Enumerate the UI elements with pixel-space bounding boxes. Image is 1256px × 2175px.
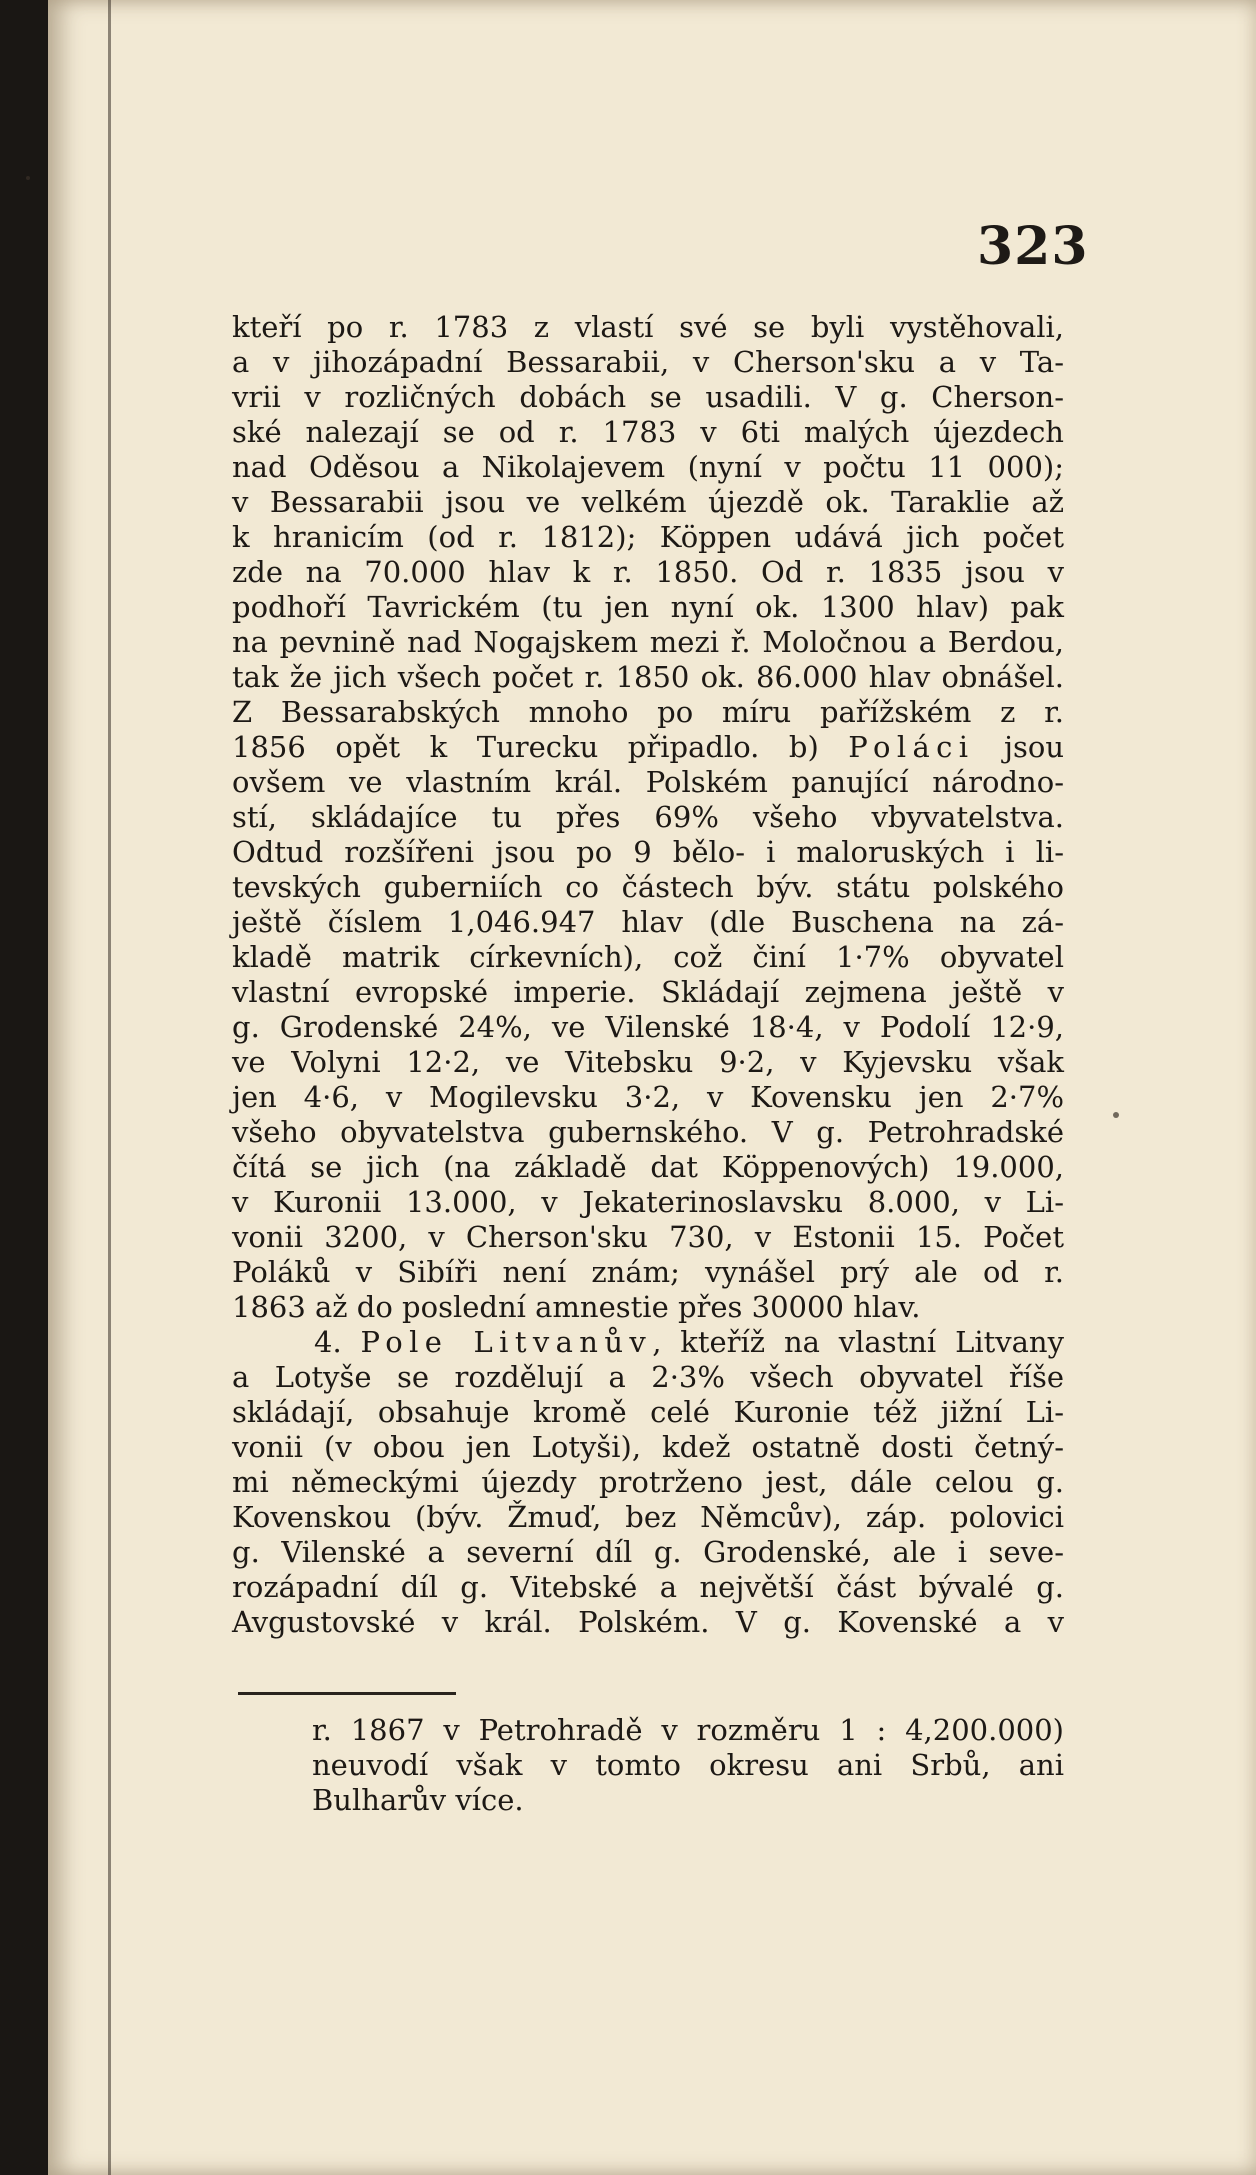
text-line: stí, skládajíce tu přes 69% všeho vbyvatelstva. bbox=[232, 800, 1064, 834]
text-line: zde na 70.000 hlav k r. 1850. Od r. 1835 jsou v bbox=[232, 555, 1064, 589]
text-line: kteří po r. 1783 z vlastí své se byli vystěhovali, bbox=[232, 310, 1064, 344]
text-line: Avgustovské v král. Polském. V g. Kovenské a v bbox=[232, 1605, 1064, 1639]
text-segment: 4. bbox=[314, 1325, 361, 1359]
binding-gutter bbox=[108, 0, 111, 2175]
text-line bbox=[232, 1325, 1064, 1360]
text-segment: 1856 opět k Turecku připadlo. b) bbox=[232, 730, 849, 764]
text-line: vonii (v obou jen Lotyši), kdež ostatně dosti četný- bbox=[232, 1430, 1064, 1464]
text-line: čítá se jich (na základě dat Köppenových) 19.000, bbox=[232, 1150, 1064, 1184]
text-line: ve Volyni 12·2, ve Vitebsku 9·2, v Kyjevsku však bbox=[232, 1045, 1064, 1079]
paper-speck bbox=[26, 176, 30, 180]
text-line: skládají, obsahuje kromě celé Kuronie též jižní Li- bbox=[232, 1395, 1064, 1429]
text-line: vlastní evropské imperie. Skládají zejmena ještě v bbox=[232, 975, 1064, 1009]
text-line: a Lotyše se rozdělují a 2·3% všech obyvatel říše bbox=[232, 1360, 1064, 1394]
text-line: ještě číslem 1,046.947 hlav (dle Buschena na zá- bbox=[232, 905, 1064, 939]
text-line: a v jihozápadní Bessarabii, v Cherson'sku a v Ta- bbox=[232, 345, 1064, 379]
spaced-emphasis: Pole Litvanův bbox=[360, 1325, 653, 1359]
text-line: Poláků v Sibíři není znám; vynášel prý ale od r. bbox=[232, 1255, 1064, 1289]
text-segment: jsou bbox=[974, 730, 1064, 764]
text-line: Kovenskou (býv. Žmuď, bez Němcův), záp. polovici bbox=[232, 1500, 1064, 1534]
text-line: Z Bessarabských mnoho po míru pařížském z r. bbox=[232, 695, 1064, 729]
text-line: neuvodí však v tomto okresu ani Srbů, ani bbox=[312, 1748, 1064, 1782]
text-line: všeho obyvatelstva gubernského. V g. Petrohradské bbox=[232, 1115, 1064, 1149]
text-line: na pevnině nad Nogajskem mezi ř. Moločnou a Berdou, bbox=[232, 625, 1064, 659]
text-line: tak že jich všech počet r. 1850 ok. 86.000 hlav obnášel. bbox=[232, 660, 1064, 694]
book-page bbox=[48, 0, 1256, 2175]
text-line: tevských guberniích co částech býv. státu polského bbox=[232, 870, 1064, 904]
text-line: vonii 3200, v Cherson'sku 730, v Estonii 15. Počet bbox=[232, 1220, 1064, 1254]
text-line: mi německými újezdy protrženo jest, dále celou g. bbox=[232, 1465, 1064, 1499]
footnote-rule bbox=[238, 1692, 456, 1695]
text-line: g. Grodenské 24%, ve Vilenské 18·4, v Podolí 12·9, bbox=[232, 1010, 1064, 1044]
text-line: ovšem ve vlastním král. Polském panující národno- bbox=[232, 765, 1064, 799]
paper-speck bbox=[1113, 1112, 1119, 1118]
text-line: 1863 až do poslední amnestie přes 30000 hlav. bbox=[232, 1290, 921, 1324]
text-segment: , kteříž na vlastní Litvany bbox=[652, 1325, 1064, 1359]
text-line: jen 4·6, v Mogilevsku 3·2, v Kovensku jen 2·7% bbox=[232, 1080, 1064, 1114]
text-line: k hranicím (od r. 1812); Köppen udává jich počet bbox=[232, 520, 1064, 554]
text-line: v Bessarabii jsou ve velkém újezdě ok. Taraklie až bbox=[232, 485, 1064, 519]
text-line: rozápadní díl g. Vitebské a největší část bývalé g. bbox=[232, 1570, 1064, 1604]
footnote bbox=[312, 1712, 1064, 1817]
spaced-emphasis: Poláci bbox=[848, 730, 975, 764]
text-line: ské nalezají se od r. 1783 v 6ti malých újezdech bbox=[232, 415, 1064, 449]
text-line: vrii v rozličných dobách se usadili. V g. Cherson- bbox=[232, 380, 1064, 414]
text-line: r. 1867 v Petrohradě v rozměru 1 : 4,200.000) bbox=[312, 1713, 1064, 1747]
text-line: nad Oděsou a Nikolajevem (nyní v počtu 11 000); bbox=[232, 450, 1064, 484]
page-number: 323 bbox=[977, 216, 1089, 277]
text-line bbox=[232, 730, 1064, 765]
text-line: podhoří Tavrickém (tu jen nyní ok. 1300 hlav) pak bbox=[232, 590, 1064, 624]
text-line: Bulharův více. bbox=[312, 1783, 524, 1817]
text-line: Odtud rozšířeni jsou po 9 bělo- i maloruských i li- bbox=[232, 835, 1064, 869]
text-line: kladě matrik církevních), což činí 1·7% obyvatel bbox=[232, 940, 1064, 974]
body-text bbox=[232, 310, 1064, 1640]
text-line: v Kuronii 13.000, v Jekaterinoslavsku 8.000, v Li- bbox=[232, 1185, 1064, 1219]
text-line: g. Vilenské a severní díl g. Grodenské, ale i seve- bbox=[232, 1535, 1064, 1569]
